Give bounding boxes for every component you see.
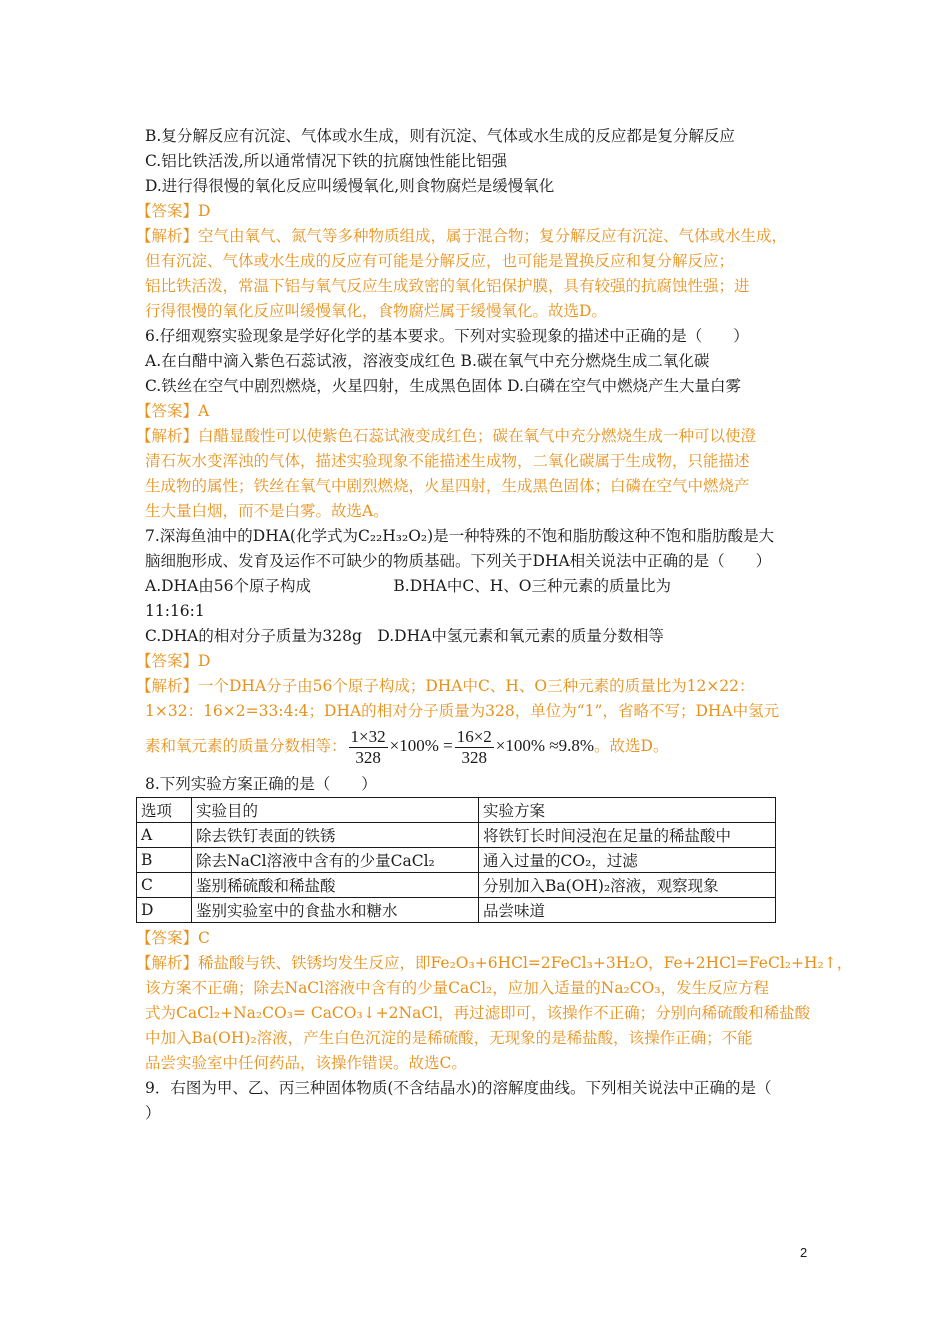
formula-line xyxy=(145,724,668,768)
analysis-line: 清石灰水变浑浊的气体，描述实验现象不能描述生成物，二氧化碳属于生成物，只能描述 xyxy=(145,452,750,470)
question-line: 8.下列实验方案正确的是（ ） xyxy=(145,775,377,793)
analysis-line: 【解析】白醋显酸性可以使紫色石蕊试液变成红色；碳在氧气中充分燃烧生成一种可以使澄 xyxy=(136,427,757,445)
answer-line: 【答案】D xyxy=(136,202,211,220)
experiment-table xyxy=(136,797,776,923)
table-row xyxy=(137,823,776,848)
table-cell: 将铁钉长时间浸泡在足量的稀盐酸中 xyxy=(479,823,776,848)
table-cell: 鉴别实验室中的食盐水和糖水 xyxy=(192,898,479,923)
table-row xyxy=(137,848,776,873)
analysis-line: 但有沉淀、气体或水生成的反应有可能是分解反应，也可能是置换反应和复分解反应； xyxy=(145,252,735,270)
table-cell: D xyxy=(137,898,192,923)
analysis-line: 1×32：16×2=33:4:4；DHA的相对分子质量为328，单位为“1”，省略不写；DHA中氢元 xyxy=(145,702,780,720)
answer-line: 【答案】D xyxy=(136,652,211,670)
table-header-cell: 实验目的 xyxy=(192,798,479,823)
fraction-1 xyxy=(349,727,388,768)
fraction-2-numerator: 16×2 xyxy=(456,726,492,746)
formula-times-2: ×100% ≈9.8% xyxy=(495,736,595,755)
question-line: 7.深海鱼油中的DHA(化学式为C₂₂H₃₂O₂)是一种特殊的不饱和脂肪酸这种不饱和脂肪酸是大 xyxy=(145,527,775,545)
analysis-line: 铝比铁活泼，常温下铝与氧气反应生成致密的氧化铝保护膜，具有较强的抗腐蚀性强；进 xyxy=(145,277,750,295)
table-cell: 除去NaCl溶液中含有的少量CaCl₂ xyxy=(192,848,479,873)
option-line: 11:16:1 xyxy=(145,602,205,620)
page-number: 2 xyxy=(800,1245,808,1260)
option-line: C.DHA的相对分子质量为328g D.DHA中氢元素和氧元素的质量分数相等 xyxy=(145,627,664,645)
analysis-line: 中加入Ba(OH)₂溶液，产生白色沉淀的是稀硫酸，无现象的是稀盐酸，该操作正确；不能 xyxy=(145,1029,753,1047)
question-line: 9．右图为甲、乙、丙三种固体物质(不含结晶水)的溶解度曲线。下列相关说法中正确的是（ xyxy=(145,1079,772,1097)
table-cell: 品尝味道 xyxy=(479,898,776,923)
table-header-row xyxy=(137,798,776,823)
fraction-2 xyxy=(455,727,494,768)
text-line: D.进行得很慢的氧化反应叫缓慢氧化,则食物腐烂是缓慢氧化 xyxy=(145,177,555,195)
table-cell: 通入过量的CO₂，过滤 xyxy=(479,848,776,873)
text-line: B.复分解反应有沉淀、气体或水生成，则有沉淀、气体或水生成的反应都是复分解反应 xyxy=(145,127,735,145)
answer-line: 【答案】A xyxy=(136,402,210,420)
table-row xyxy=(137,898,776,923)
fraction-1-numerator: 1×32 xyxy=(350,726,386,746)
table-cell: A xyxy=(137,823,192,848)
analysis-line: 生成物的属性；铁丝在氧气中剧烈燃烧，火星四射，生成黑色固体；白磷在空气中燃烧产 xyxy=(145,477,750,495)
answer-line: 【答案】C xyxy=(136,929,210,947)
option-line: A.在白醋中滴入紫色石蕊试液，溶液变成红色 B.碳在氧气中充分燃烧生成二氧化碳 xyxy=(145,352,710,370)
table-cell: C xyxy=(137,873,192,898)
formula-suffix: 。故选D。 xyxy=(594,737,669,755)
formula-times-1: ×100% = xyxy=(389,736,453,755)
formula-prefix: 素和氧元素的质量分数相等： xyxy=(145,737,347,755)
question-line: 6.仔细观察实验现象是学好化学的基本要求。下列对实验现象的描述中正确的是（ ） xyxy=(145,327,749,345)
table-cell: 除去铁钉表面的铁锈 xyxy=(192,823,479,848)
table-cell: 分别加入Ba(OH)₂溶液，观察现象 xyxy=(479,873,776,898)
analysis-line: 式为CaCl₂+Na₂CO₃= CaCO₃↓+2NaCl，再过滤即可，该操作不正确；分别向稀硫酸和稀盐酸 xyxy=(145,1004,811,1022)
analysis-line: 生大量白烟，而不是白雾。故选A。 xyxy=(145,502,389,520)
table-cell: 鉴别稀硫酸和稀盐酸 xyxy=(192,873,479,898)
table-header-cell: 选项 xyxy=(137,798,192,823)
text-line: C.铝比铁活泼,所以通常情况下铁的抗腐蚀性能比铝强 xyxy=(145,152,508,170)
analysis-line: 【解析】一个DHA分子由56个原子构成；DHA中C、H、O三种元素的质量比为12×22： xyxy=(136,677,755,695)
analysis-line: 【解析】稀盐酸与铁、铁锈均发生反应，即Fe₂O₃+6HCl=2FeCl₃+3H₂O，Fe+2HCl=FeCl₂+H₂↑， xyxy=(136,954,853,972)
table-row xyxy=(137,873,776,898)
question-line: 脑细胞形成、发育及运作不可缺少的物质基础。下列关于DHA相关说法中正确的是（ ） xyxy=(145,552,772,570)
fraction-2-denominator: 328 xyxy=(461,747,487,767)
fraction-1-denominator: 328 xyxy=(355,747,381,767)
table-header-cell: 实验方案 xyxy=(479,798,776,823)
analysis-line: 行得很慢的氧化反应叫缓慢氧化，食物腐烂属于缓慢氧化。故选D。 xyxy=(145,302,607,320)
analysis-line: 品尝实验室中任何药品，该操作错误。故选C。 xyxy=(145,1054,467,1072)
question-line: ） xyxy=(145,1104,161,1122)
analysis-line: 【解析】空气由氧气、氮气等多种物质组成，属于混合物；复分解反应有沉淀、气体或水生成， xyxy=(136,227,788,245)
analysis-line: 该方案不正确；除去NaCl溶液中含有的少量CaCl₂，应加入适量的Na₂CO₃，发生反应方程 xyxy=(145,979,770,997)
option-line: A.DHA由56个原子构成 B.DHA中C、H、O三种元素的质量比为 xyxy=(145,577,671,595)
table-cell: B xyxy=(137,848,192,873)
option-line: C.铁丝在空气中剧烈燃烧，火星四射，生成黑色固体 D.白磷在空气中燃烧产生大量白雾 xyxy=(145,377,741,395)
